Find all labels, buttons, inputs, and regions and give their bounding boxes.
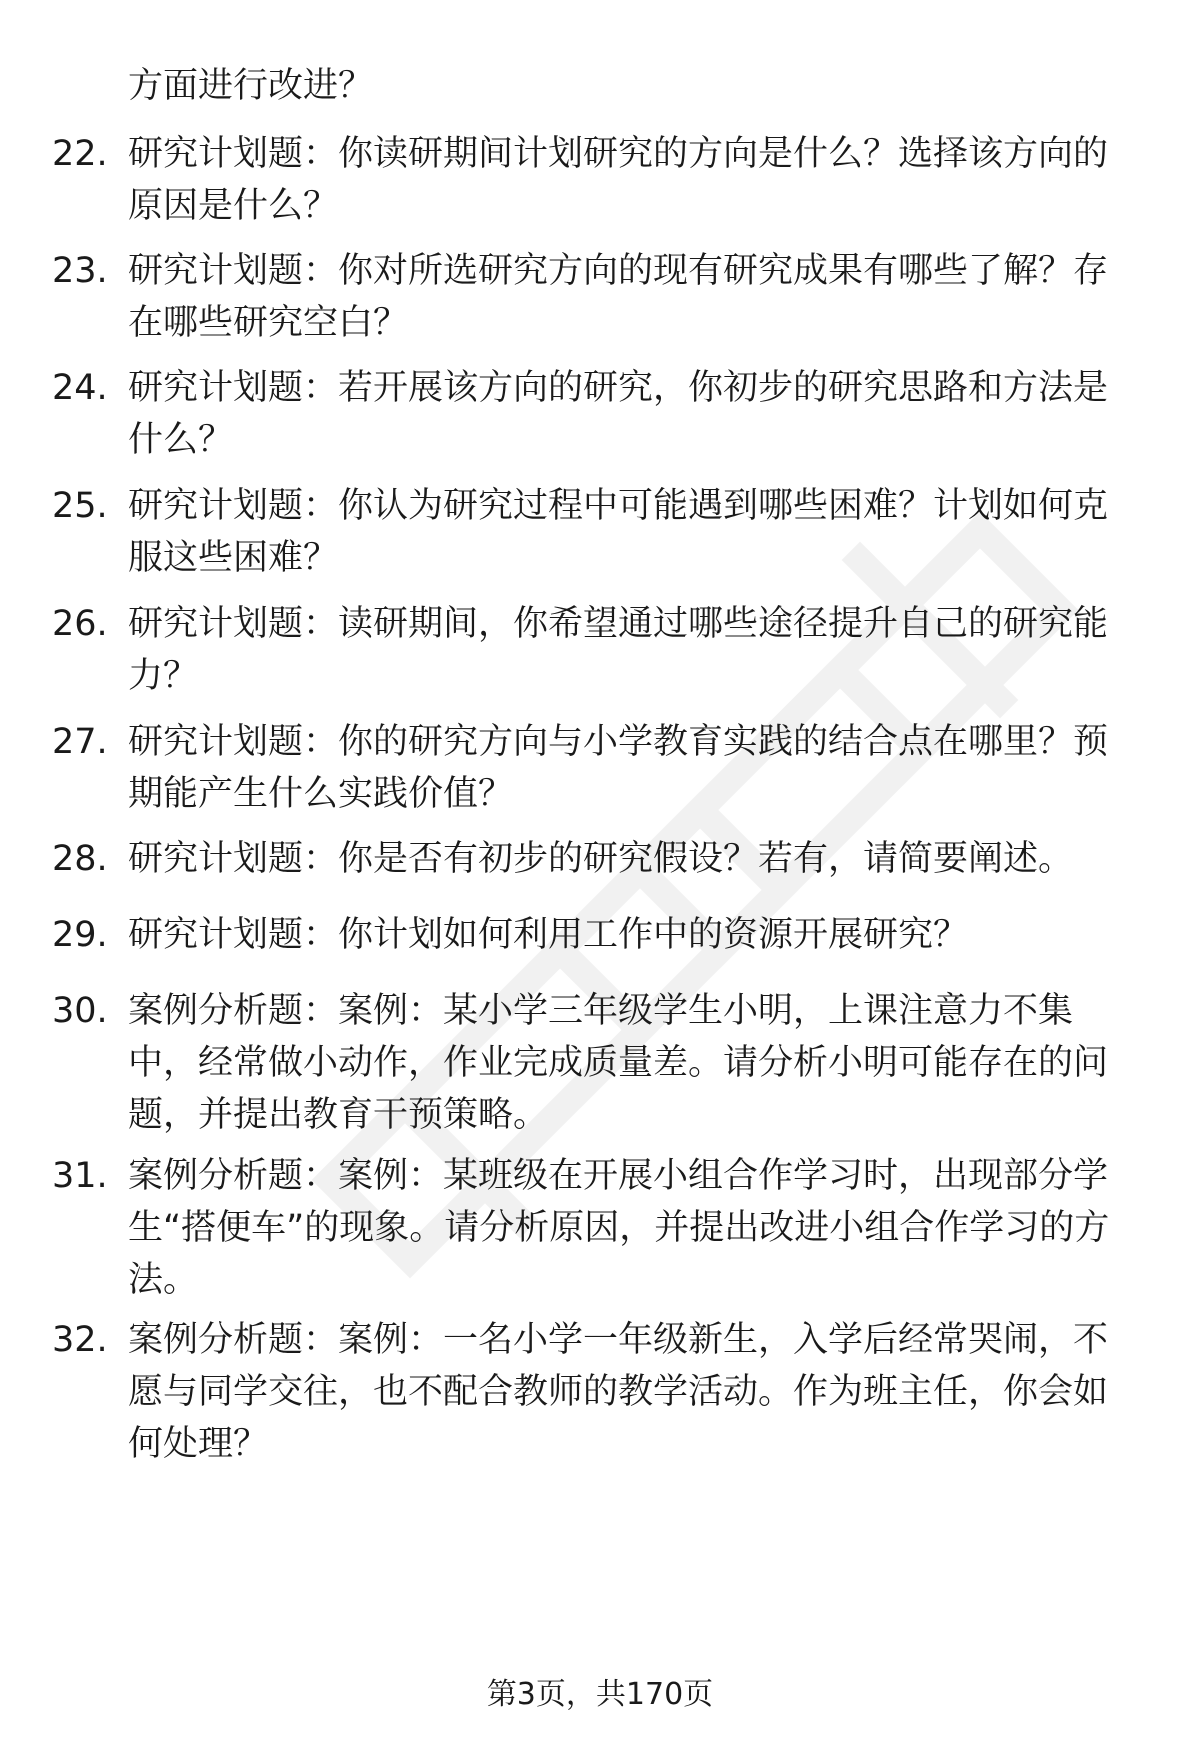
question-number: 24. (52, 368, 108, 408)
page-footer: 第3页，共170页 (486, 1677, 714, 1712)
question-text: 案例分析题：案例：某班级在开展小组合作学习时，出现部分学生“搭便车”的现象。请分析原因，并提出改进小组合作学习的方法。 (128, 1156, 1110, 1300)
question-number: 22. (52, 134, 108, 174)
question-text: 研究计划题：你对所选研究方向的现有研究成果有哪些了解？存在哪些研究空白？ (128, 251, 1109, 343)
question-text: 研究计划题：你计划如何利用工作中的资源开展研究？ (128, 915, 969, 955)
question-number: 30. (52, 991, 108, 1031)
question-number: 25. (52, 486, 108, 526)
question-text: 案例分析题：案例：一名小学一年级新生，入学后经常哭闹，不愿与同学交往，也不配合教师的教学活动。作为班主任，你会如何处理？ (128, 1320, 1109, 1464)
question-text: 研究计划题：若开展该方向的研究，你初步的研究思路和方法是什么？ (128, 368, 1109, 460)
continuation-text: 方面进行改进？ (128, 66, 374, 106)
question-text: 研究计划题：你读研期间计划研究的方向是什么？选择该方向的原因是什么？ (128, 134, 1109, 226)
question-number: 29. (52, 915, 108, 955)
question-number: 31. (52, 1156, 108, 1196)
question-text: 研究计划题：你的研究方向与小学教育实践的结合点在哪里？预期能产生什么实践价值？ (128, 722, 1109, 814)
question-number: 26. (52, 604, 108, 644)
question-text: 案例分析题：案例：某小学三年级学生小明，上课注意力不集中，经常做小动作，作业完成质量差。请分析小明可能存在的问题，并提出教育干预策略。 (128, 991, 1109, 1135)
question-number: 27. (52, 722, 108, 762)
question-number: 28. (52, 839, 108, 879)
question-text: 研究计划题：你认为研究过程中可能遇到哪些困难？计划如何克服这些困难？ (128, 486, 1109, 578)
question-text: 研究计划题：读研期间，你希望通过哪些途径提升自己的研究能力？ (128, 604, 1109, 696)
question-text: 研究计划题：你是否有初步的研究假设？若有，请简要阐述。 (128, 839, 1074, 879)
question-number: 32. (52, 1320, 108, 1360)
question-number: 23. (52, 251, 108, 291)
